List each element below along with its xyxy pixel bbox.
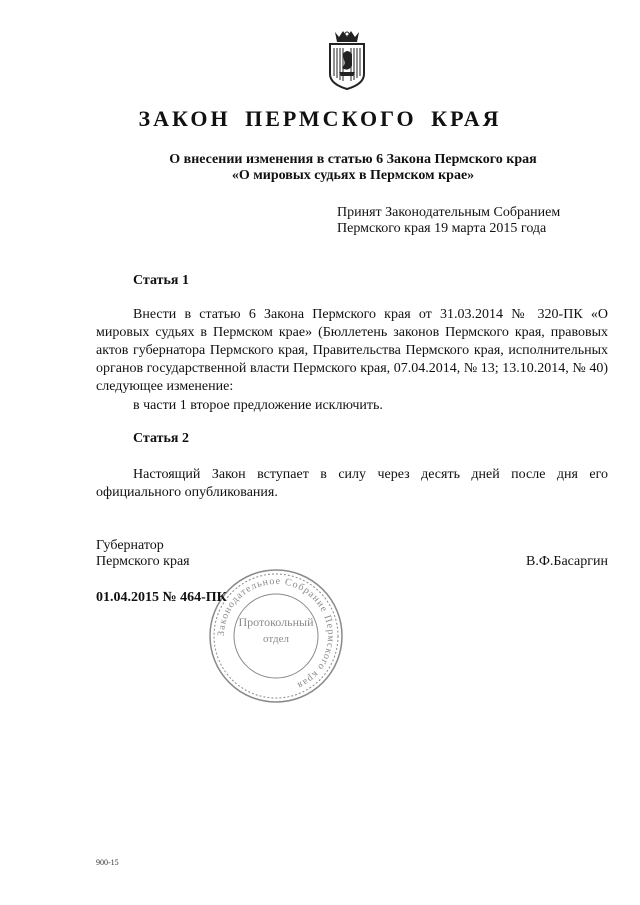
governor-title-line: Губернатор: [96, 538, 164, 553]
governor-name: В.Ф.Басаргин: [526, 554, 608, 569]
subtitle-line: «О мировых судьях в Пермском крае»: [231, 168, 475, 183]
governor-title-line: Пермского края: [96, 554, 190, 569]
article-2-text: Настоящий Закон вступает в силу через десять дней после дня его официального опубликования.: [96, 467, 608, 500]
adoption-line: Пермского края 19 марта 2015 года: [337, 221, 547, 236]
coat-of-arms-icon: [326, 28, 368, 90]
adoption-note: [337, 205, 560, 237]
stamp-ring-text: Законодательное Собрание Пермского края: [215, 575, 337, 692]
governor-title: [96, 538, 190, 570]
article-1-text: Внести в статью 6 Закона Пермского края от 31.03.2014 № 320-ПК «О мировых судьях в Пермском крае» (Бюллетень законов Пермского края, правовых актов губернатора Пермского края, Правительства Пермского края, исполнительных органов государственной власти Пермского края, 07.04.2014, № 13; 13.10.2014, № 40) следующее изменение:: [96, 307, 608, 394]
subtitle-line: О внесении изменения в статью 6 Закона Пермского края: [169, 152, 537, 167]
footer-code: 900-15: [96, 858, 119, 867]
article-2-heading: Статья 2: [133, 431, 189, 446]
law-subtitle: [150, 152, 556, 184]
official-stamp: [206, 566, 346, 706]
article-1-item: в части 1 второе предложение исключить.: [133, 398, 383, 413]
article-1-heading: Статья 1: [133, 273, 189, 288]
adoption-line: Принят Законодательным Собранием: [337, 205, 561, 220]
law-number: 01.04.2015 № 464-ПК: [96, 590, 227, 605]
stamp-center-line: отдел: [263, 633, 289, 645]
law-title: ЗАКОН ПЕРМСКОГО КРАЯ: [138, 106, 502, 131]
stamp-center-line: Протокольный: [238, 615, 314, 629]
